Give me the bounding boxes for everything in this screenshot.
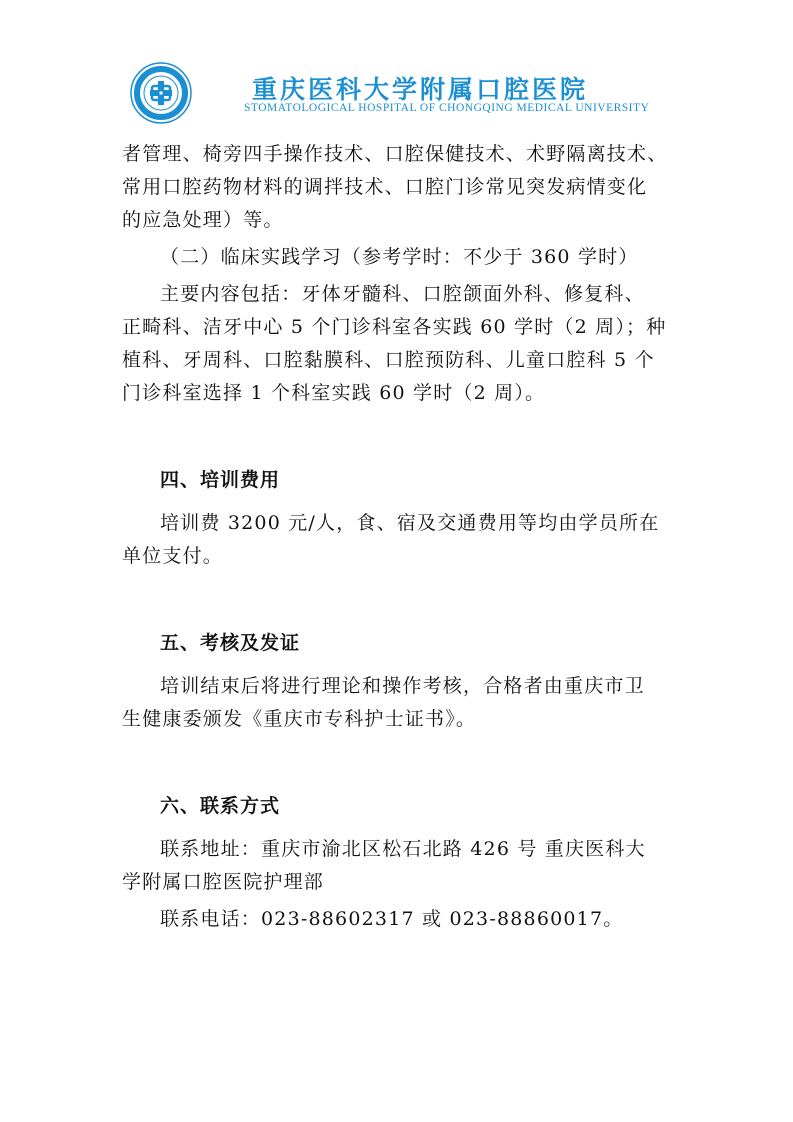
subsection-title: （二）临床实践学习（参考学时：不少于 360 学时） — [160, 246, 639, 268]
contact-address-cont: 学附属口腔医院护理部 — [122, 871, 325, 893]
text-line: 常用口腔药物材料的调拌技术、口腔门诊常见突发病情变化 — [122, 176, 648, 198]
document-body — [122, 138, 682, 936]
hospital-name-cn: 重庆医科大学附属口腔医院 — [252, 75, 589, 104]
hospital-logo-icon — [130, 62, 192, 124]
text-line: 者管理、椅旁四手操作技术、口腔保健技术、术野隔离技术、 — [122, 143, 668, 165]
contact-address: 联系地址：重庆市渝北区松石北路 426 号 重庆医科大 — [160, 838, 646, 860]
contact-phone: 联系电话：023-88602317 或 023-88860017。 — [160, 908, 624, 930]
text-line: 的应急处理）等。 — [122, 209, 284, 231]
text-line: 单位支付。 — [122, 545, 224, 567]
section-heading-assessment: 五、考核及发证 — [160, 632, 301, 654]
text-line: 培训费 3200 元/人，食、宿及交通费用等均由学员所在 — [160, 512, 660, 534]
text-line: 培训结束后将进行理论和操作考核，合格者由重庆市卫 — [160, 675, 645, 697]
text-line: 正畸科、洁牙中心 5 个门诊科室各实践 60 学时（2 周）；种 — [122, 316, 667, 338]
section-heading-contact: 六、联系方式 — [160, 795, 281, 817]
section-heading-fees: 四、培训费用 — [160, 469, 281, 491]
hospital-name-en: STOMATOLOGICAL HOSPITAL OF CHONGQING MEDICAL UNIVERSITY — [244, 102, 650, 114]
text-line: 主要内容包括：牙体牙髓科、口腔颌面外科、修复科、 — [160, 283, 645, 305]
text-line: 植科、牙周科、口腔黏膜科、口腔预防科、儿童口腔科 5 个 — [122, 349, 655, 371]
text-line: 门诊科室选择 1 个科室实践 60 学时（2 周）。 — [122, 382, 546, 404]
page-header — [130, 62, 670, 126]
text-line: 生健康委颁发《重庆市专科护士证书》。 — [122, 708, 477, 730]
